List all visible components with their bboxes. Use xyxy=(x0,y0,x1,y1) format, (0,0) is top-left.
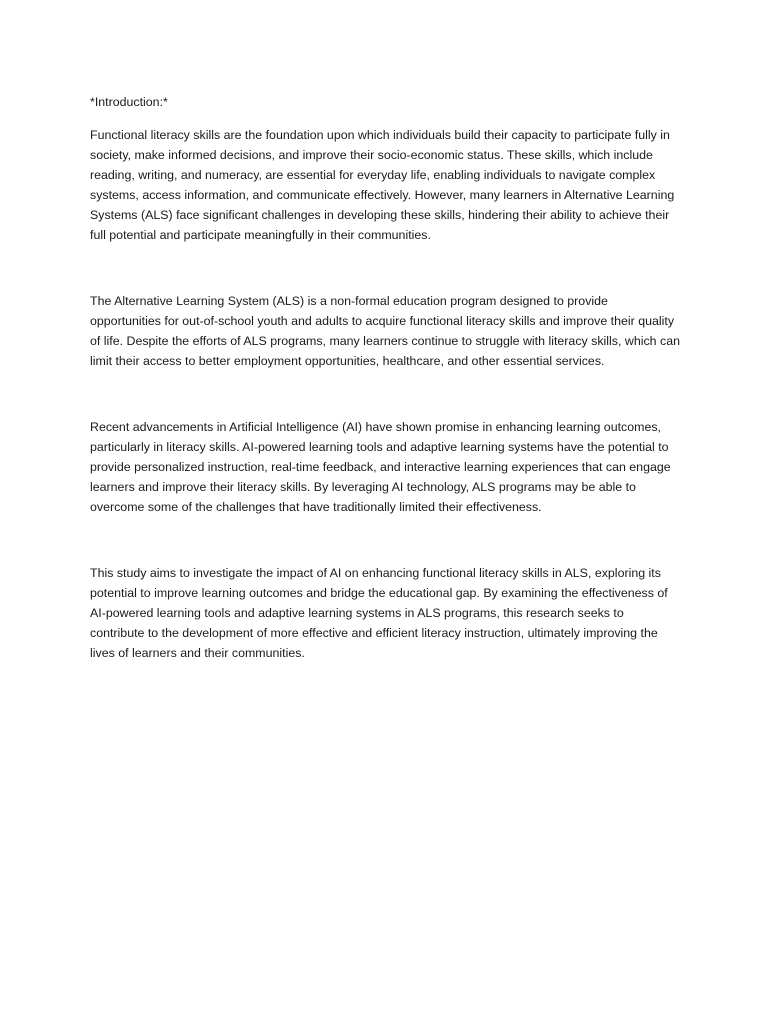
paragraph-1: Functional literacy skills are the foundation upon which individuals build their capacity to participate fully in society, make informed decisions, and improve their socio-economic status. These skills, which include reading, writing, and numeracy, are essential for everyday life, enabling individuals to navigate complex systems, access information, and communicate effectively. However, many learners in Alternative Learning Systems (ALS) face significant challenges in developing these skills, hindering their ability to achieve their full potential and participate meaningfully in their communities. xyxy=(90,128,675,242)
section-heading: *Introduction:* xyxy=(90,95,168,109)
paragraph-2: The Alternative Learning System (ALS) is a non-formal education program designed to provide opportunities for out-of-school youth and adults to acquire functional literacy skills and improve their quality of life. Despite the efforts of ALS programs, many learners continue to struggle with literacy skills, which can limit their access to better employment opportunities, healthcare, and other essential services. xyxy=(90,294,680,368)
paragraph-3: Recent advancements in Artificial Intelligence (AI) have shown promise in enhancing learning outcomes, particularly in literacy skills. AI-powered learning tools and adaptive learning systems have the potential to provide personalized instruction, real-time feedback, and interactive learning experiences that can engage learners and improve their literacy skills. By leveraging AI technology, ALS programs may be able to overcome some of the challenges that have traditionally limited their effectiveness. xyxy=(90,420,671,514)
paragraph-4: This study aims to investigate the impact of AI on enhancing functional literacy skills in ALS, exploring its potential to improve learning outcomes and bridge the educational gap. By examining the effectiveness of AI-powered learning tools and adaptive learning systems in ALS programs, this research seeks to contribute to the development of more effective and efficient literacy instruction, ultimately improving the lives of learners and their communities. xyxy=(90,566,668,660)
document-body xyxy=(90,92,680,663)
